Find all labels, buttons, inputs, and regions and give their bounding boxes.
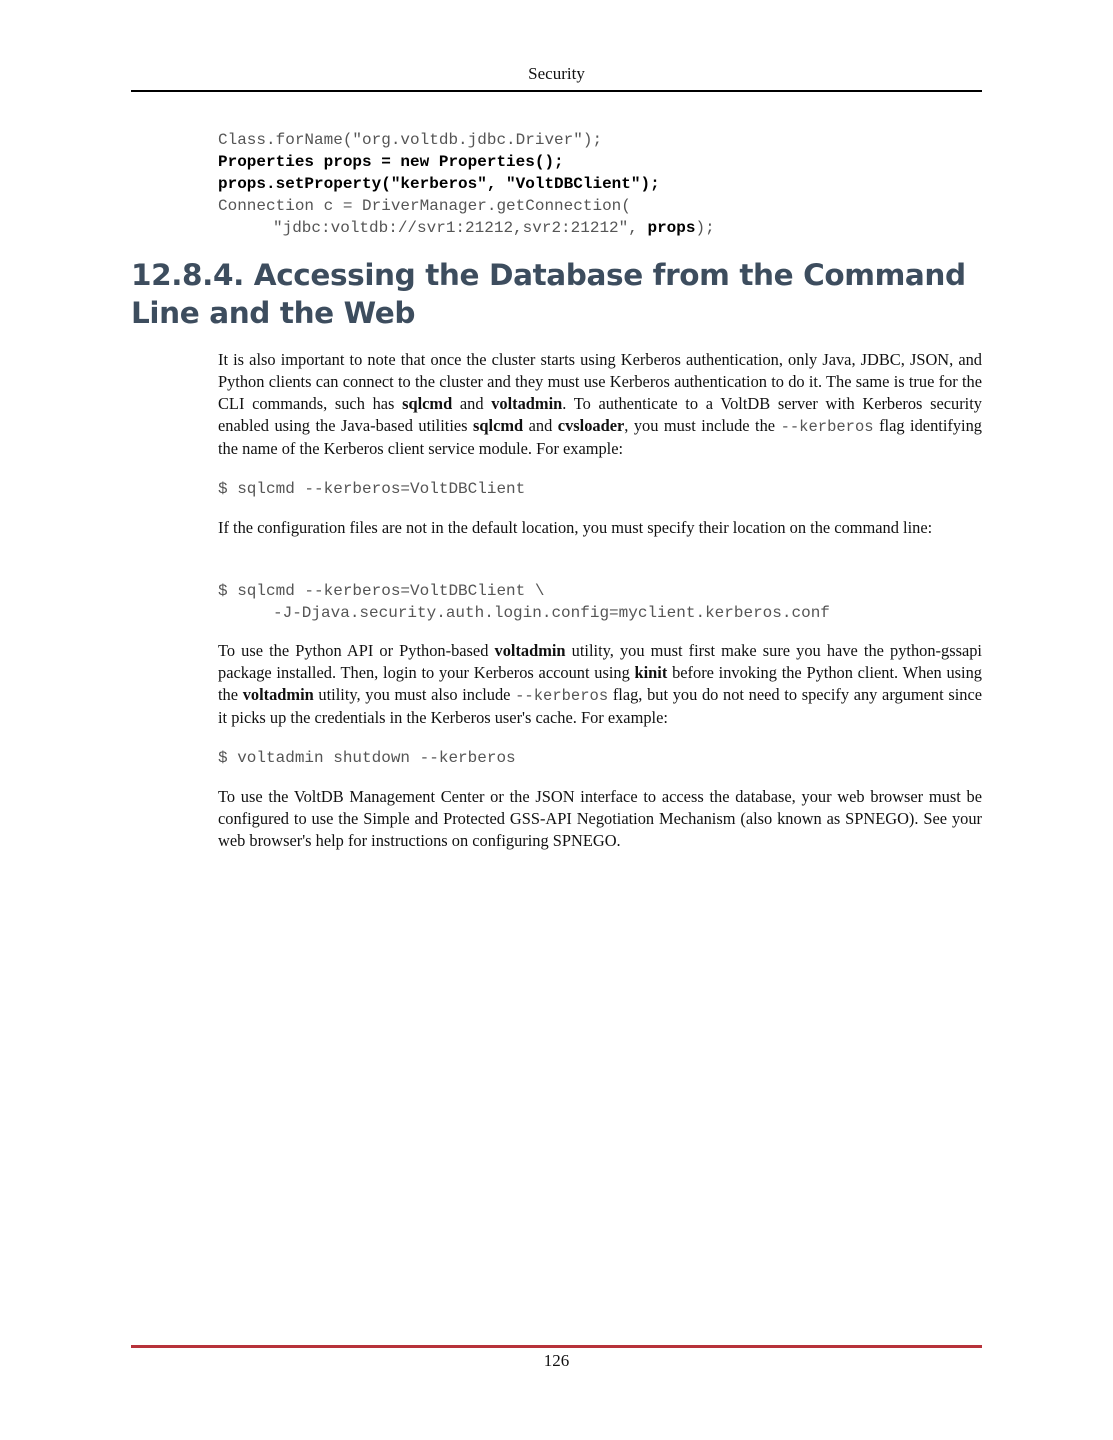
text: utility, you must first make sure you have the python-gssapi package installed. Then, login to your Kerberos account using [218, 641, 982, 682]
command-name: kinit [634, 663, 668, 682]
page-number: 126 [543, 1351, 570, 1370]
code-line-bold: props.setProperty("kerberos", "VoltDBClient"); [218, 175, 660, 193]
command-name: sqlcmd [473, 416, 524, 435]
command-name: sqlcmd [402, 394, 453, 413]
text: utility, you must also include [313, 685, 516, 704]
text: and [452, 394, 492, 413]
header-rule [131, 90, 982, 92]
command-name: voltadmin [242, 685, 314, 704]
text: before invoking the Python client. When using the [218, 663, 982, 704]
code-block-voltadmin [218, 747, 516, 769]
text: . To authenticate to a VoltDB server with Kerberos security enabled using the Java-based utilities [218, 394, 982, 435]
code-line: -J-Djava.security.auth.login.config=myclient.kerberos.conf [273, 604, 830, 622]
inline-code: --kerberos [515, 687, 609, 705]
text: flag, but you do not need to specify any argument since it picks up the credentials in the Kerberos user's cache. For example: [218, 685, 982, 727]
inline-code: --kerberos [780, 418, 874, 436]
command-name: voltadmin [494, 641, 566, 660]
code-block-jdbc [218, 129, 715, 239]
running-header: Security [528, 64, 585, 83]
paragraph-kerberos-cli [218, 349, 982, 460]
text: , you must include the [624, 416, 781, 435]
text: and [523, 416, 558, 435]
code-line: $ voltadmin shutdown --kerberos [218, 749, 516, 767]
paragraph-spnego: To use the VoltDB Management Center or the JSON interface to access the database, your web browser must be configured to use the Simple and Protected GSS-API Negotiation Mechanism (also known as SPNEGO). See your web browser's help for instructions on configuring SPNEGO. [218, 787, 982, 850]
code-block-sqlcmd [218, 478, 525, 500]
code-line-bold: props [647, 219, 696, 237]
code-block-sqlcmd-config [218, 580, 830, 624]
paragraph-config-location: If the configuration files are not in the default location, you must specify their location on the command line: [218, 518, 933, 537]
code-line: "jdbc:voltdb://svr1:21212,svr2:21212", [273, 219, 648, 237]
section-heading: 12.8.4. Accessing the Database from the Command Line and the Web [131, 258, 966, 330]
text: It is also important to note that once the cluster starts using Kerberos authentication, only Java, JDBC, JSON, and Python clients can connect to the cluster and they must use Kerberos authentication to do it. The same is true for the CLI commands, such has [218, 350, 982, 413]
command-name: voltadmin [491, 394, 563, 413]
command-name: cvsloader [557, 416, 625, 435]
code-line-bold: Properties props = new Properties(); [218, 153, 564, 171]
text: flag identifying the name of the Kerberos client service module. For example: [218, 416, 982, 458]
code-line: $ sqlcmd --kerberos=VoltDBClient [218, 480, 526, 498]
code-line: Class.forName("org.voltdb.jdbc.Driver"); [218, 131, 603, 149]
paragraph-python-voltadmin [218, 640, 982, 729]
code-line: $ sqlcmd --kerberos=VoltDBClient \ [218, 582, 545, 600]
text: To use the Python API or Python-based [218, 641, 495, 660]
code-line: Connection c = DriverManager.getConnection( [218, 197, 631, 215]
footer-rule [131, 1345, 982, 1348]
code-line: ); [695, 219, 715, 237]
